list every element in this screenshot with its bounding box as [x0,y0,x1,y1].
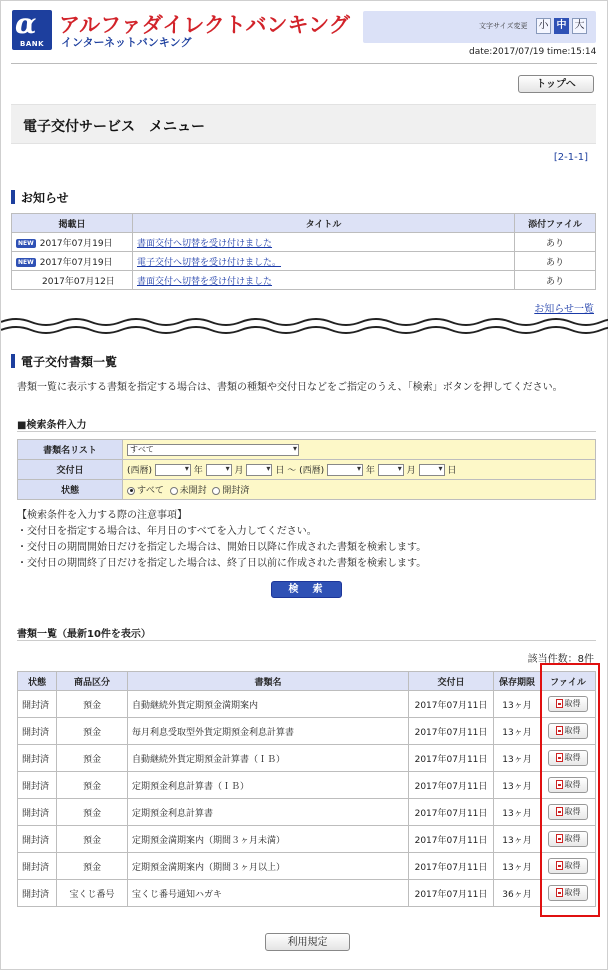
news-title-cell [133,233,515,252]
documents-table [17,671,596,907]
doc-category: 預金 [57,826,128,853]
col-issue-date: 交付日 [409,672,494,691]
get-file-button[interactable] [548,858,588,874]
end-month-select[interactable] [378,464,404,476]
status-option-label: すべて [137,486,164,496]
datetime: date:2017/07/19 time:15:14 [469,47,597,57]
doc-file-cell [541,880,596,907]
document-row [18,745,596,772]
get-file-label: 取得 [564,699,581,708]
font-small-button[interactable]: 小 [536,18,551,34]
news-title-link[interactable]: 電子交付へ切替を受け付けました。 [137,257,282,268]
status-radio-unopened[interactable] [170,487,178,495]
doc-category: 預金 [57,772,128,799]
era-label-start: (西暦) [127,465,153,476]
doc-retention: 13ヶ月 [494,799,541,826]
document-row [18,691,596,718]
news-row [12,271,596,290]
search-row-doc-list [18,440,596,460]
note-line: ・交付日の期間開始日だけを指定した場合は、開始日以降に作成された書類を検索します。 [17,542,427,553]
get-file-button[interactable] [548,750,588,766]
documents-list-heading: 書類一覧（最新10件を表示） [17,629,151,640]
start-month-select[interactable] [206,464,232,476]
doc-retention: 13ヶ月 [494,772,541,799]
get-file-label: 取得 [564,780,581,789]
doc-file-cell [541,691,596,718]
header [1,1,607,61]
doc-category: 預金 [57,799,128,826]
doc-name: 自動継続外貨定期預金計算書（ＩＢ） [128,745,409,772]
status-radio-opened[interactable] [212,487,220,495]
news-attachment: あり [515,233,596,252]
search-button[interactable]: 検 索 [271,581,342,598]
news-section-title: お知らせ [11,189,69,206]
doc-retention: 36ヶ月 [494,880,541,907]
news-date-cell [12,271,133,290]
get-file-button[interactable] [548,804,588,820]
get-file-label: 取得 [564,861,581,870]
doc-file-cell [541,718,596,745]
news-row [12,252,596,271]
doc-file-cell [541,745,596,772]
get-file-button[interactable] [548,885,588,901]
doc-name: 定期預金利息計算書（ＩＢ） [128,772,409,799]
font-large-button[interactable]: 大 [572,18,587,34]
news-date: 2017年07月12日 [42,276,115,287]
page-id: [2-1-1] [553,152,588,163]
col-retention: 保存期限 [494,672,541,691]
wave-divider [1,314,608,338]
doc-issue-date: 2017年07月11日 [409,880,494,907]
doc-name: 定期預金利息計算書 [128,799,409,826]
doc-name: 毎月利息受取型外貨定期預金利息計算書 [128,718,409,745]
result-count: 該当件数：8件 [527,654,594,665]
end-year-select[interactable] [327,464,363,476]
doc-retention: 13ヶ月 [494,718,541,745]
news-col-attachment: 添付ファイル [515,214,596,233]
doc-status: 開封済 [18,745,57,772]
pdf-icon [556,888,563,897]
news-date: 2017年07月19日 [39,238,113,249]
doc-status: 開封済 [18,826,57,853]
news-title-link[interactable]: 書面交付へ切替を受け付けました [137,238,273,249]
doc-category: 預金 [57,853,128,880]
bank-name: アルファダイレクトバンキング [59,13,350,37]
doc-category: 預金 [57,745,128,772]
document-row [18,799,596,826]
news-date-cell [12,252,133,271]
font-size-panel [363,11,596,43]
news-attachment: あり [515,271,596,290]
doc-name: 宝くじ番号通知ハガキ [128,880,409,907]
pdf-icon [556,726,563,735]
get-file-button[interactable] [548,777,588,793]
news-list-link[interactable]: お知らせ一覧 [534,304,594,315]
status-option-label: 未開封 [179,486,207,496]
pdf-icon [556,780,563,789]
doc-issue-date: 2017年07月11日 [409,691,494,718]
doc-category: 預金 [57,718,128,745]
document-row [18,853,596,880]
search-heading-rule [17,431,596,432]
news-header-row [12,214,596,233]
doc-issue-date: 2017年07月11日 [409,772,494,799]
date-cell [123,460,596,480]
doc-list-label: 書類名リスト [18,440,123,460]
news-title-cell [133,271,515,290]
news-title-cell [133,252,515,271]
doc-status: 開封済 [18,853,57,880]
page-title-bar [11,104,596,144]
get-file-label: 取得 [564,888,581,897]
doc-list-cell [123,440,596,460]
doc-status: 開封済 [18,718,57,745]
doc-retention: 13ヶ月 [494,853,541,880]
doc-category: 預金 [57,691,128,718]
col-document-name: 書類名 [128,672,409,691]
pdf-icon [556,834,563,843]
doc-issue-date: 2017年07月11日 [409,718,494,745]
news-attachment: あり [515,252,596,271]
start-year-select[interactable] [155,464,191,476]
get-file-label: 取得 [564,753,581,762]
pdf-icon [556,861,563,870]
search-row-status [18,480,596,500]
note-line: ・交付日の期間終了日だけを指定した場合は、終了日以前に作成された書類を検索します。 [17,558,427,569]
doc-file-cell [541,826,596,853]
document-row [18,718,596,745]
year-unit: 年 [365,465,375,476]
pdf-icon [556,699,563,708]
day-unit: 日 [447,465,457,476]
doc-file-cell [541,853,596,880]
doc-issue-date: 2017年07月11日 [409,745,494,772]
news-col-date: 掲載日 [12,214,133,233]
doc-issue-date: 2017年07月11日 [409,826,494,853]
document-row [18,772,596,799]
font-medium-button[interactable]: 中 [554,18,569,34]
news-date: 2017年07月19日 [39,257,113,268]
get-file-label: 取得 [564,834,581,843]
note-line: ・交付日を指定する場合は、年月日のすべてを入力してください。 [17,526,317,537]
get-file-label: 取得 [564,726,581,735]
doc-name: 定期預金満期案内（期間３ヶ月未満） [128,826,409,853]
pdf-icon [556,807,563,816]
font-size-label: 文字サイズ変更 [479,22,528,30]
document-row [18,826,596,853]
documents-section-title: 電子交付書類一覧 [11,353,117,370]
status-option-label: 開封済 [222,486,250,496]
doc-status: 開封済 [18,691,57,718]
note-line: 【検索条件を入力する際の注意事項】 [17,510,187,521]
doc-retention: 13ヶ月 [494,691,541,718]
bank-logo-icon[interactable] [12,7,52,50]
bank-subtitle: インターネットバンキング [61,36,192,49]
news-date-cell [12,233,133,252]
end-day-select[interactable] [419,464,445,476]
new-badge: NEW [18,258,34,266]
get-file-label: 取得 [564,807,581,816]
status-label: 状態 [18,480,123,500]
col-file: ファイル [541,672,596,691]
search-heading: ■検索条件入力 [17,420,87,431]
status-cell [123,480,596,500]
documents-header-row [18,672,596,691]
doc-category: 宝くじ番号 [57,880,128,907]
doc-issue-date: 2017年07月11日 [409,799,494,826]
top-button[interactable]: トップへ [518,75,594,93]
document-row [18,880,596,907]
doc-issue-date: 2017年07月11日 [409,853,494,880]
news-col-title: タイトル [133,214,515,233]
doc-status: 開封済 [18,772,57,799]
logo-alpha: α [15,7,37,40]
doc-name: 定期預金満期案内（期間３ヶ月以上） [128,853,409,880]
col-status: 状態 [18,672,57,691]
page-title: 電子交付サービス メニュー [23,119,205,135]
era-label-end: (西暦) [299,465,325,476]
doc-file-cell [541,772,596,799]
start-day-select[interactable] [246,464,272,476]
get-file-button[interactable] [548,696,588,712]
day-unit: 日 [275,465,285,476]
news-title-link[interactable]: 書面交付へ切替を受け付けました [137,276,273,287]
header-divider [11,63,597,64]
search-notes [17,508,426,572]
month-unit: 月 [234,465,244,476]
month-unit: 月 [406,465,416,476]
new-badge: NEW [18,239,34,247]
doc-file-cell [541,799,596,826]
status-radio-all[interactable] [127,487,135,495]
col-category: 商品区分 [57,672,128,691]
date-label: 交付日 [18,460,123,480]
news-row [12,233,596,252]
get-file-button[interactable] [548,723,588,739]
terms-button[interactable]: 利用規定 [265,933,350,951]
news-table [11,213,596,290]
range-tilde: ～ [287,465,297,476]
documents-description: 書類一覧に表示する書類を指定する場合は、書類の種類や交付日などをご指定のうえ、「検索」ボタンを押してください。 [17,382,563,393]
search-form [17,439,596,500]
logo-bank-text: BANK [20,40,45,48]
pdf-icon [556,753,563,762]
doc-list-select[interactable]: すべて ▾ [127,444,299,456]
doc-retention: 13ヶ月 [494,745,541,772]
list-heading-rule [17,640,596,641]
doc-status: 開封済 [18,799,57,826]
doc-status: 開封済 [18,880,57,907]
year-unit: 年 [193,465,203,476]
get-file-button[interactable] [548,831,588,847]
doc-name: 自動継続外貨定期預金満期案内 [128,691,409,718]
doc-retention: 13ヶ月 [494,826,541,853]
search-row-date [18,460,596,480]
